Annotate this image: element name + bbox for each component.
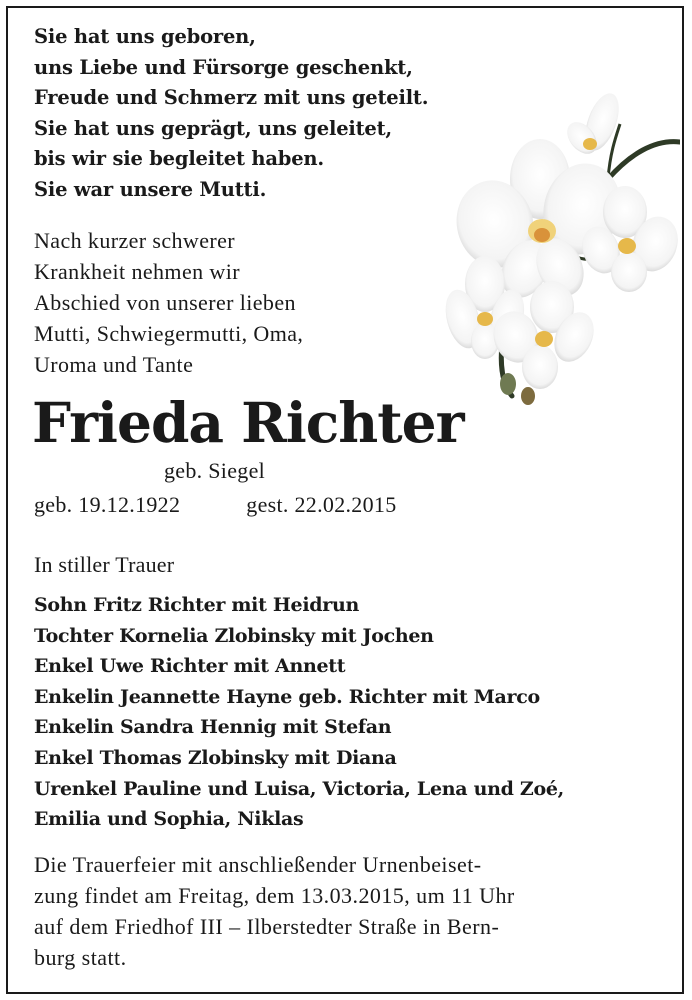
family-member: Enkelin Sandra Hennig mit Stefan (34, 716, 392, 739)
intro-line: Uroma und Tante (34, 352, 194, 377)
family-member: Tochter Kornelia Zlobinsky mit Jochen (34, 624, 434, 647)
poem-line: Sie war unsere Mutti. (34, 177, 267, 201)
family-member: Enkel Thomas Zlobinsky mit Diana (34, 746, 397, 769)
family-member: Enkelin Jeannette Hayne geb. Richter mit Marco (34, 685, 540, 708)
funeral-line: auf dem Friedhof III – Ilberstedter Straße in Bern- (34, 914, 500, 939)
funeral-notice (34, 849, 664, 973)
family-member: Sohn Fritz Richter mit Heidrun (34, 594, 359, 616)
funeral-line: zung findet am Freitag, dem 13.03.2015, um 11 Uhr (34, 883, 515, 908)
birth-date: geb. 19.12.1922 (34, 492, 181, 517)
intro-line: Mutti, Schwiegermutti, Oma, (34, 321, 304, 346)
poem-line: uns Liebe und Fürsorge geschenkt, (34, 55, 413, 79)
deceased-name: Frieda Richter (32, 390, 464, 455)
poem (34, 22, 494, 205)
family-list (34, 590, 664, 835)
family-member: Emilia und Sophia, Niklas (34, 808, 304, 831)
maiden-name: geb. Siegel (164, 458, 266, 483)
intro-text (34, 225, 454, 380)
mourning-line: In stiller Trauer (34, 552, 175, 577)
family-member: Urenkel Pauline und Luisa, Victoria, Lena und Zoé, (34, 777, 564, 800)
funeral-line: Die Trauerfeier mit anschließender Urnenbeiset- (34, 852, 482, 877)
life-dates (34, 490, 397, 520)
orchid-image (440, 84, 680, 414)
poem-line: Freude und Schmerz mit uns geteilt. (34, 86, 429, 109)
family-member: Enkel Uwe Richter mit Annett (34, 655, 346, 678)
intro-line: Abschied von unserer lieben (34, 290, 296, 315)
funeral-line: burg statt. (34, 945, 127, 970)
poem-line: bis wir sie begleitet haben. (34, 147, 324, 170)
poem-line: Sie hat uns geprägt, uns geleitet, (34, 116, 393, 140)
intro-line: Krankheit nehmen wir (34, 259, 240, 284)
death-date: gest. 22.02.2015 (246, 492, 397, 517)
poem-line: Sie hat uns geboren, (34, 25, 256, 48)
intro-line: Nach kurzer schwerer (34, 228, 235, 253)
